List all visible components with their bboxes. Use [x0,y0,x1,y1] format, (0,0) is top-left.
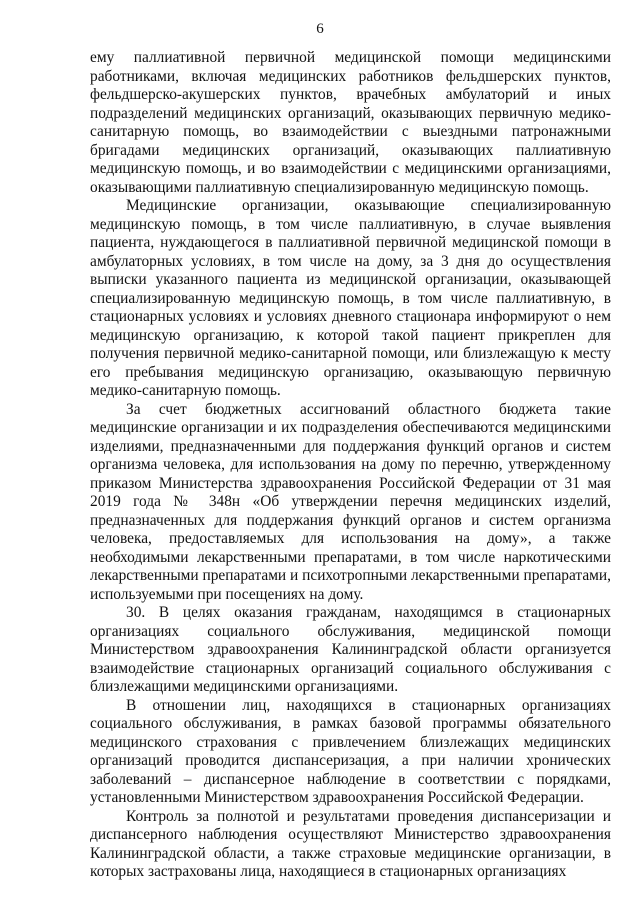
paragraph-continued: ему паллиативной первичной медицинской помощи медицинскими работниками, включая медицинских работников фельдшерских пунктов, фельдшерско-акушерских пунктов, врачебных амбулаторий и иных подразделений медицинских организаций, оказывающих первичную медико-санитарную помощь, во взаимодействии с выездными патронажными бригадами медицинских организаций, оказывающих паллиативную медицинскую помощь, и во взаимодействии с медицинскими организациями, оказывающими паллиативную специализированную медицинскую помощь. [90,49,611,196]
paragraph-item-30: 30. В целях оказания гражданам, находящимся в стационарных организациях социального обслуживания, медицинской помощи Министерством здравоохранения Калининградской области организуется взаимодействие стационарных организаций социального обслуживания с близлежащими медицинскими организациями. [90,604,611,695]
document-body [90,49,611,882]
paragraph-dispensarization: В отношении лиц, находящихся в стационарных организациях социального обслуживания, в рамках базовой программы обязательного медицинского страхования с привлечением близлежащих медицинских организаций проводится диспансеризация, а при наличии хронических заболеваний – диспансерное наблюдение в соответствии с порядками, установленными Министерством здравоохранения Российской Федерации. [90,696,611,806]
paragraph-control: Контроль за полнотой и результатами проведения диспансеризации и диспансерного наблюдения осуществляют Министерство здравоохранения Калининградской области, а также страховые медицинские организации, в которых застрахованы лица, находящиеся в стационарных организациях [90,807,611,880]
page-number: 6 [316,21,324,37]
paragraph-specialized-organizations: Медицинские организации, оказывающие специализированную медицинскую помощь, в том числе паллиативную, в случае выявления пациента, нуждающегося в паллиативной первичной медицинской помощи в амбулаторных условиях, в том числе на дому, за 3 дня до осуществления выписки указанного пациента из медицинской организации, оказывающей специализированную медицинскую помощь, в том числе паллиативную, в стационарных условиях и условиях дневного стационара информируют о нем медицинскую организацию, к которой такой пациент прикреплен для получения первичной медико-санитарной помощи, или близлежащую к месту его пребывания медицинскую организацию, оказывающую первичную медико-санитарную помощь. [90,197,611,399]
paragraph-budget-funding: За счет бюджетных ассигнований областного бюджета такие медицинские организации и их подразделения обеспечиваются медицинскими изделиями, предназначенными для поддержания функций органов и систем организма человека, для использования на дому по перечню, утвержденному приказом Министерства здравоохранения Российской Федерации от 31 мая 2019 года № 348н «Об утверждении перечня медицинских изделий, предназначенных для поддержания функций органов и систем организма человека, предоставляемых для использования на дому», а также необходимыми лекарственными препаратами, в том числе наркотическими лекарственными препаратами и психотропными лекарственными препаратами, используемыми при посещениях на дому. [90,400,611,603]
